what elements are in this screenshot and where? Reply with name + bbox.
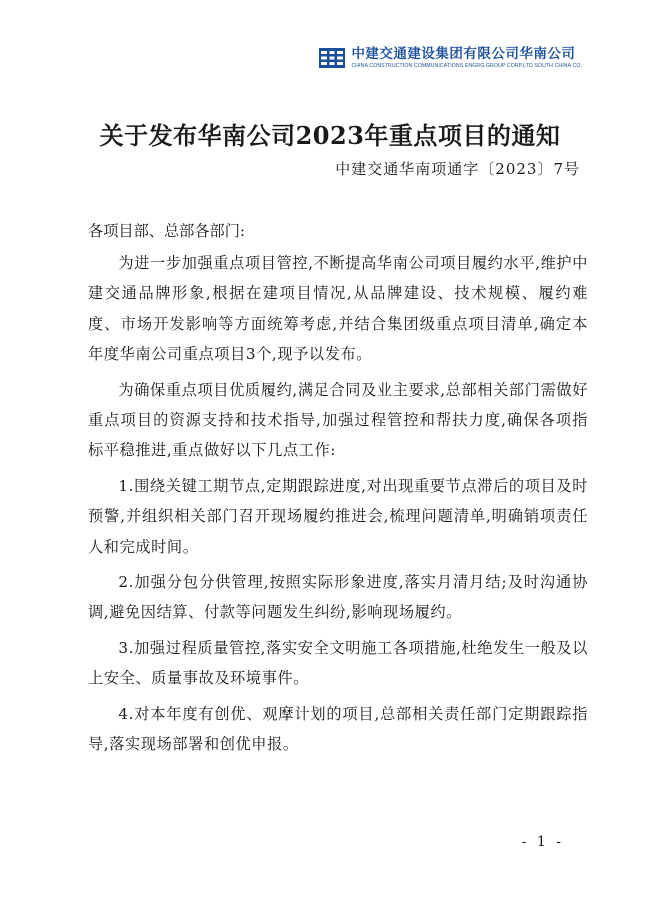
paragraph-intro: 为进一步加强重点项目管控,不断提高华南公司项目履约水平,维护中建交通品牌形象,根据在建项目情况,从品牌建设、技术规模、履约难度、市场开发影响等方面统筹考虑,并结合集团级重点项目清单,确定本年度华南公司重点项目3个,现予以发布。 <box>88 254 588 364</box>
page-number: - 1 - <box>521 834 564 850</box>
paragraph-item-3: 3.加强过程质量管控,落实安全文明施工各项措施,杜绝发生一般及以上安全、质量事故及环境事件。 <box>88 638 588 688</box>
company-name-en: CHINA CONSTRUCTION COMMUNICATIONS ENGRG.GROUP CORP.LTD SOUTH CHINA CO. <box>351 63 582 69</box>
paragraph-item-2: 2.加强分包分供管理,按照实际形象进度,落实月清月结;及时沟通协调,避免因结算、付款等问题发生纠纷,影响现场履约。 <box>88 573 588 622</box>
paragraph-item-1: 1.围绕关键工期节点,定期跟踪进度,对出现重要节点滞后的项目及时预警,并组织相关部门召开现场履约推进会,梳理问题清单,明确销项责任人和完成时间。 <box>88 476 588 556</box>
letterhead <box>319 46 582 70</box>
document-number: 中建交通华南项通字〔2023〕7号 <box>335 160 580 178</box>
document-title: 关于发布华南公司2023年重点项目的通知 <box>99 121 561 150</box>
document-body <box>88 216 588 765</box>
cscec-logo-icon <box>319 48 345 68</box>
company-brand <box>351 46 582 70</box>
paragraph-item-4: 4.对本年度有创优、观摩计划的项目,总部相关责任部门定期跟踪指导,落实现场部署和创优申报。 <box>88 704 588 754</box>
salutation: 各项目部、总部各部门: <box>88 222 245 240</box>
paragraph-requirements: 为确保重点项目优质履约,满足合同及业主要求,总部相关部门需做好重点项目的资源支持和技术指导,加强过程管控和帮扶力度,确保各项指标平稳推进,重点做好以下几点工作: <box>88 380 588 460</box>
company-name-cn: 中建交通建设集团有限公司华南公司 <box>351 46 576 62</box>
